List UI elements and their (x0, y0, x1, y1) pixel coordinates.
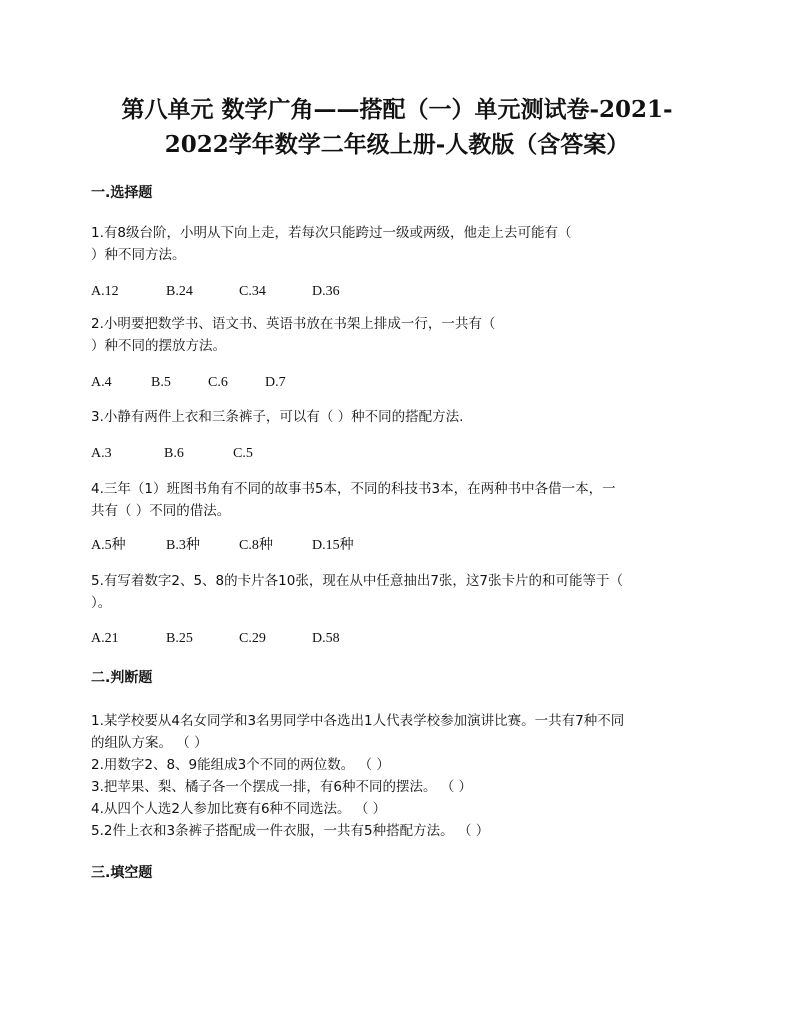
option-c: C.6 (208, 375, 228, 390)
option-b: B.25 (166, 631, 193, 646)
judge-question-1-line-1: 1.某学校要从4名女同学和3名男同学中各选出1人代表学校参加演讲比赛。一共有7种不同 (91, 713, 625, 729)
section-heading-choice: 一.选择题 (91, 185, 153, 201)
option-a: A.4 (91, 375, 112, 390)
judge-question-4: 4.从四个人选2人参加比赛有6种不同选法。 （ ） (91, 801, 387, 817)
option-c: C.34 (239, 284, 266, 299)
option-c: C.8种 (239, 538, 273, 553)
section-heading-fill: 三.填空题 (91, 865, 153, 881)
option-d: D.7 (265, 375, 286, 390)
question-text-line: 共有（ ）不同的借法。 (91, 503, 231, 519)
option-d: D.58 (312, 631, 340, 646)
document-title-line-1: 第八单元 数学广角——搭配（一）单元测试卷-2021- (121, 96, 673, 123)
question-text-line: 3.小静有两件上衣和三条裤子，可以有（ ）种不同的搭配方法. (91, 409, 464, 425)
choice-question-1 (91, 222, 701, 266)
section-heading-judge: 二.判断题 (91, 670, 153, 686)
question-text-line: 5.有写着数字2、5、8的卡片各10张，现在从中任意抽出7张，这7张卡片的和可能等于（ (91, 573, 624, 589)
option-d: D.15种 (312, 538, 354, 553)
option-b: B.5 (151, 375, 171, 390)
option-b: B.6 (164, 446, 184, 461)
question-text-line: ）。 (91, 595, 112, 611)
judge-question-1-line-2: 的组队方案。 （ ） (91, 735, 208, 751)
judge-question-2: 2.用数字2、8、9能组成3个不同的两位数。 （ ） (91, 757, 390, 773)
option-a: A.3 (91, 446, 112, 461)
option-d: D.36 (312, 284, 340, 299)
question-text-line: 1.有8级台阶，小明从下向上走，若每次只能跨过一级或两级，他走上去可能有（ (91, 225, 572, 241)
judge-question-5: 5.2件上衣和3条裤子搭配成一件衣服，一共有5种搭配方法。 （ ） (91, 823, 490, 839)
option-a: A.5种 (91, 538, 126, 553)
choice-question-4 (91, 478, 701, 522)
option-c: C.29 (239, 631, 266, 646)
option-a: A.12 (91, 284, 119, 299)
option-b: B.24 (166, 284, 193, 299)
option-b: B.3种 (166, 538, 200, 553)
question-text-line: 2.小明要把数学书、语文书、英语书放在书架上排成一行，一共有（ (91, 316, 496, 332)
option-c: C.5 (233, 446, 253, 461)
choice-question-2 (91, 313, 701, 357)
question-text-line: ）种不同方法。 (91, 247, 186, 263)
option-a: A.21 (91, 631, 119, 646)
judge-question-3: 3.把苹果、梨、橘子各一个摆成一排，有6种不同的摆法。 （ ） (91, 779, 473, 795)
choice-question-5 (91, 570, 701, 614)
question-text-line: 4.三年（1）班图书角有不同的故事书5本，不同的科技书3本，在两种书中各借一本，一 (91, 481, 616, 497)
question-text-line: ）种不同的摆放方法。 (91, 338, 226, 354)
choice-question-3 (91, 406, 701, 428)
document-title-line-2: 2022学年数学二年级上册-人教版（含答案） (164, 131, 630, 158)
